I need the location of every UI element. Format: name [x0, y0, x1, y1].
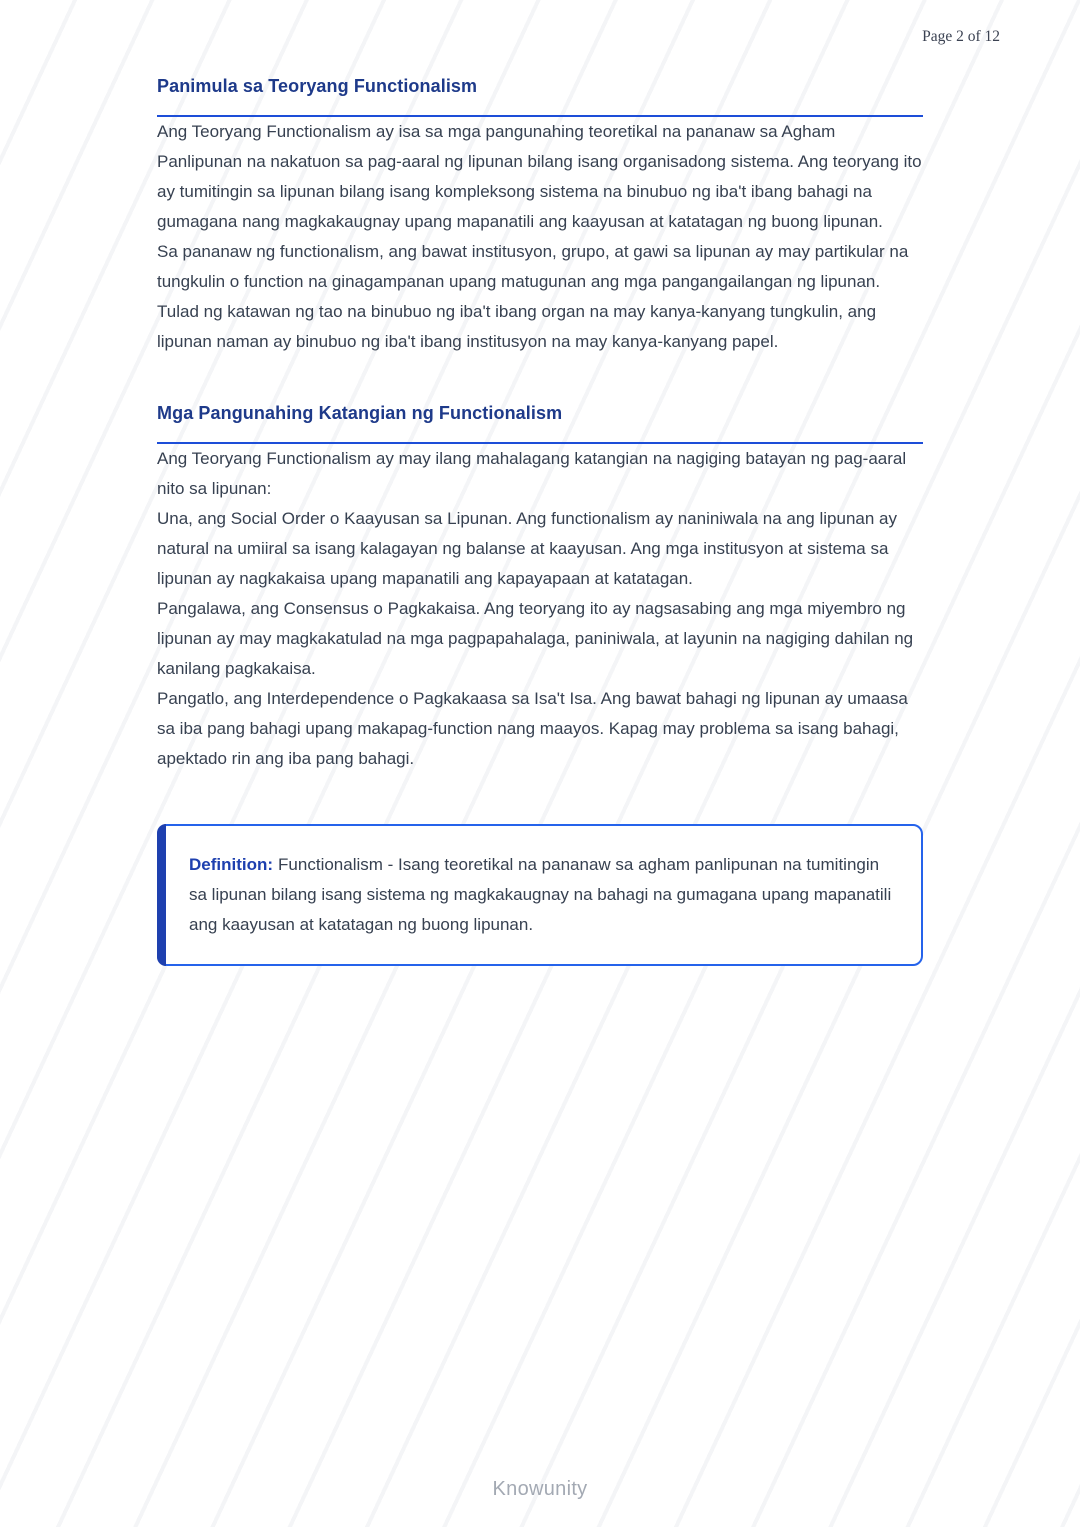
paragraph: Pangalawa, ang Consensus o Pagkakaisa. Ang teoryang ito ay nagsasabing ang mga miyembro ng lipunan ay may magkakatulad na mga pagpapahalaga, paniniwala, at layunin na nagiging dahilan ng kanilang pagkakaisa. — [157, 599, 914, 678]
definition-accent-bar — [157, 824, 166, 966]
definition-text: Functionalism - Isang teoretikal na pananaw sa agham panlipunan na tumitingin sa lipunan bilang isang sistema ng magkakaugnay na bahagi na gumagana upang mapanatili ang kaayusan at katatagan ng buong lipunan. — [189, 855, 892, 934]
paragraph: Ang Teoryang Functionalism ay may ilang mahalagang katangian na nagiging batayan ng pag-aaral nito sa lipunan: — [157, 449, 907, 498]
page-number: Page 2 of 12 — [922, 28, 1000, 45]
definition-paragraph — [189, 850, 893, 940]
section-heading: Panimula sa Teoryang Functionalism — [157, 76, 478, 96]
section-panimula — [157, 76, 923, 357]
definition-label: Definition: — [189, 855, 274, 874]
section-heading: Mga Pangunahing Katangian ng Functionalism — [157, 403, 563, 423]
paragraph: Ang Teoryang Functionalism ay isa sa mga pangunahing teoretikal na pananaw sa Agham Panlipunan na nakatuon sa pag-aaral ng lipunan bilang isang organisadong sistema. Ang teoryang ito ay tumitingin sa lipunan bilang isang kompleksong sistema na binubuo ng iba't ibang bahagi na gumagana nang magkakaugnay upang mapanatili ang kaayusan at katatagan ng buong lipunan. — [157, 122, 922, 231]
paragraph: Una, ang Social Order o Kaayusan sa Lipunan. Ang functionalism ay naniniwala na ang lipunan ay natural na umiiral sa isang kalagayan ng balanse at kaayusan. Ang mga institusyon at sistema sa lipunan ay nagkakaisa upang mapanatili ang kapayapaan at katatagan. — [157, 509, 897, 588]
paragraph: Sa pananaw ng functionalism, ang bawat institusyon, grupo, at gawi sa lipunan ay may partikular na tungkulin o function na ginagampanan upang matugunan ang mga pangangailangan ng lipunan. Tulad ng katawan ng tao na binubuo ng iba't ibang organ na may kanya-kanyang tungkulin, ang lipunan naman ay binubuo ng iba't ibang institusyon na may kanya-kanyang papel. — [157, 242, 909, 351]
definition-box — [157, 824, 923, 966]
footer-brand: Knowunity — [492, 1478, 588, 1500]
section-katangian — [157, 403, 923, 774]
paragraph: Pangatlo, ang Interdependence o Pagkakaasa sa Isa't Isa. Ang bawat bahagi ng lipunan ay umaasa sa iba pang bahagi upang makapag-function nang maayos. Kapag may problema sa isang bahagi, apektado rin ang iba pang bahagi. — [157, 689, 908, 768]
